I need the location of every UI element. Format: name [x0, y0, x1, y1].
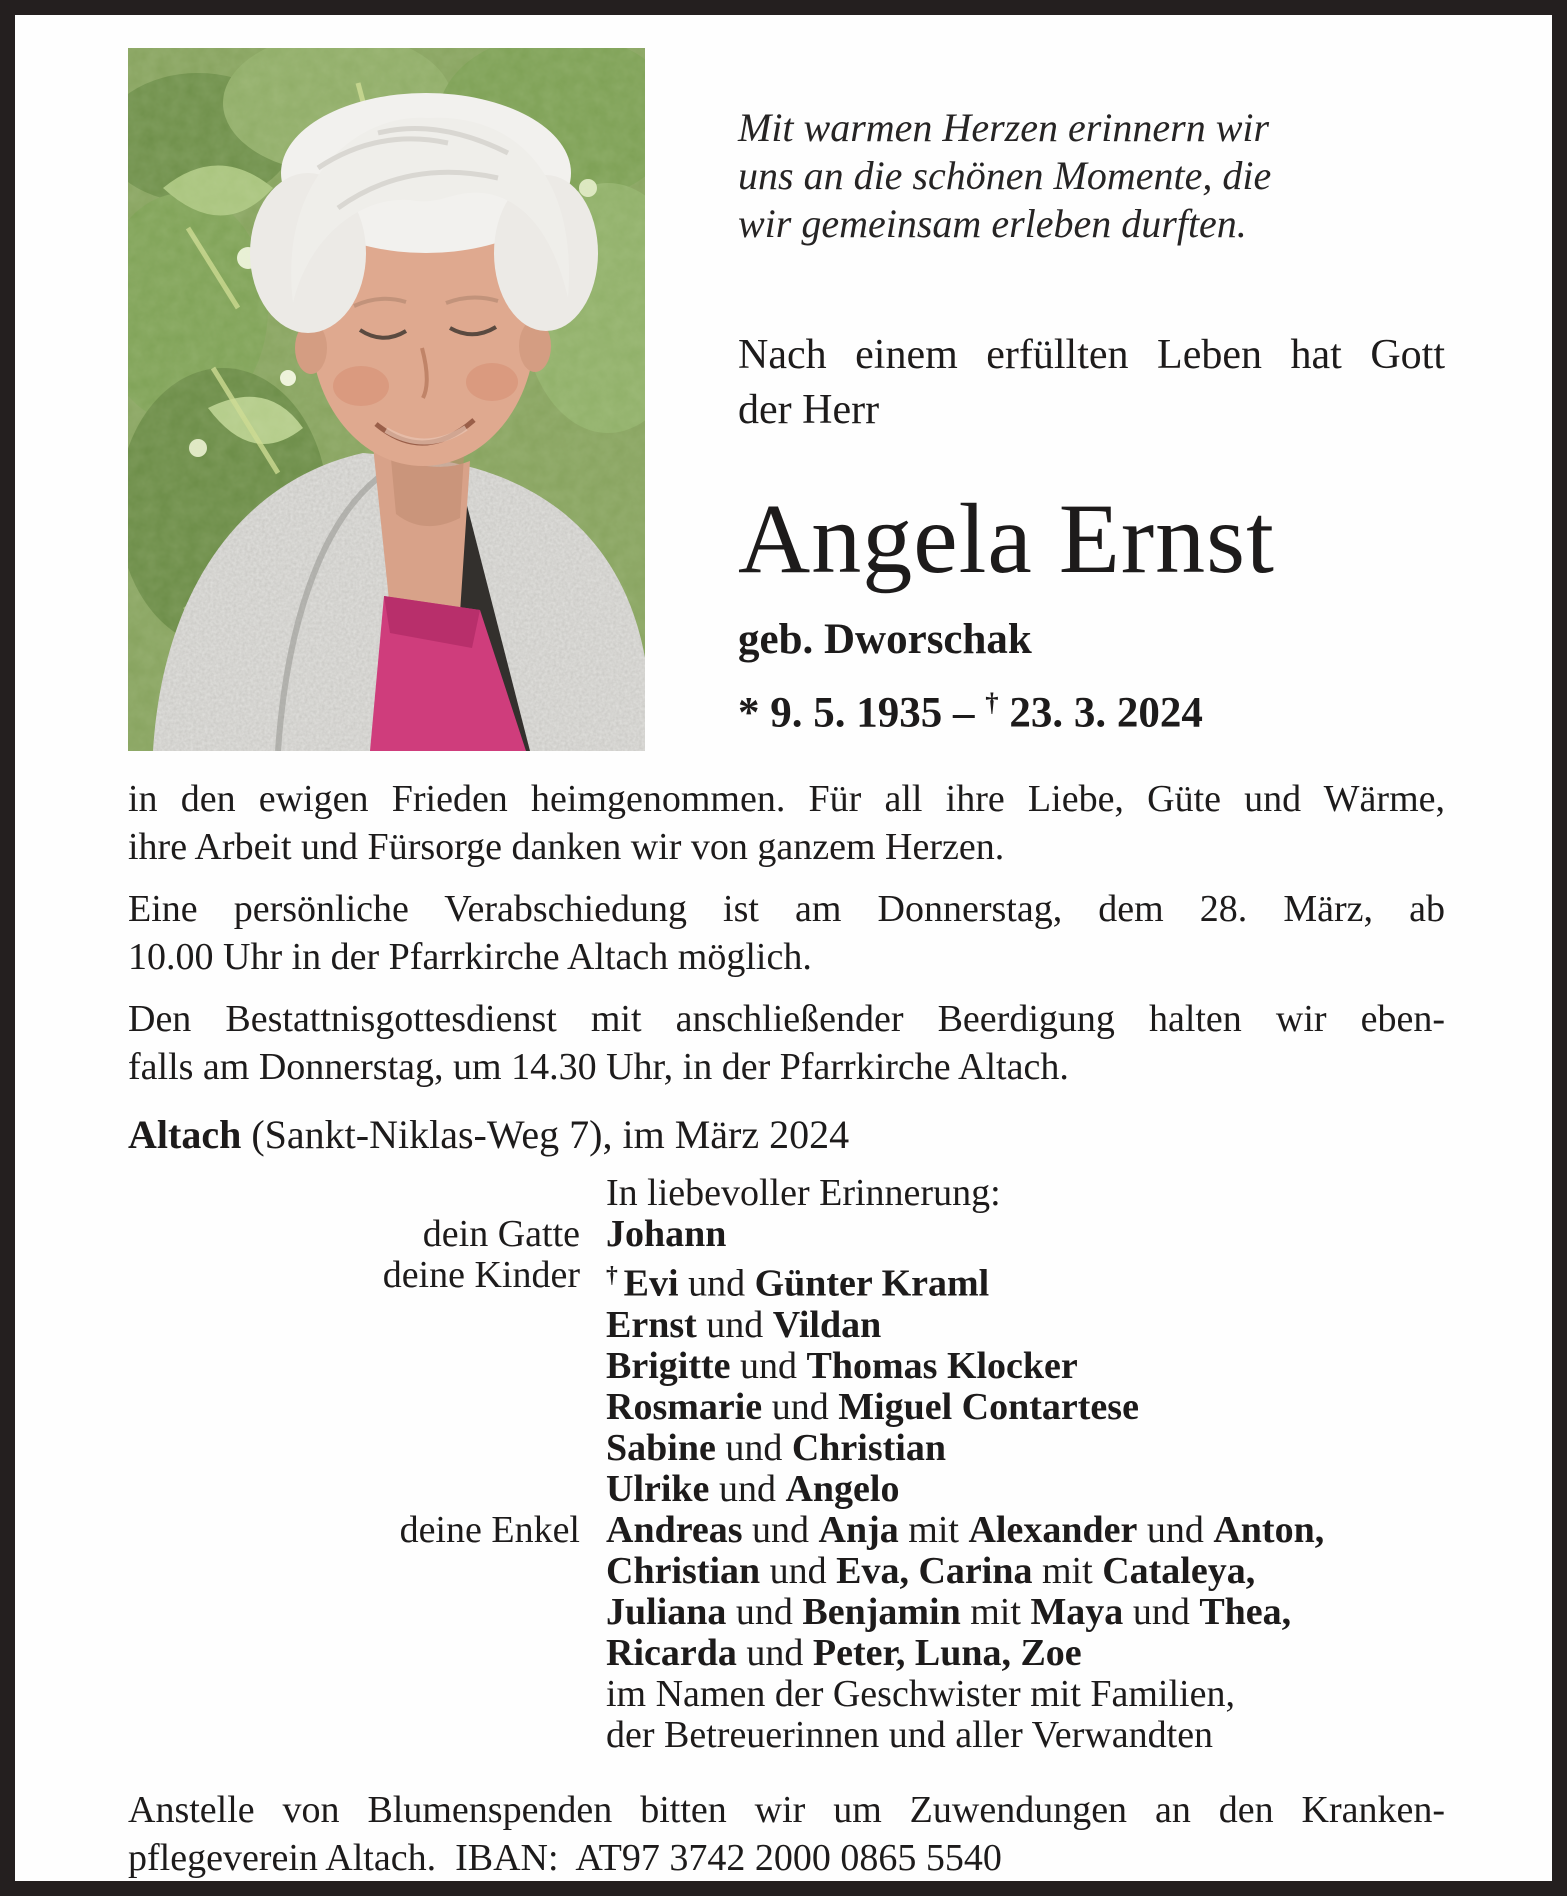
family-row: [128, 1305, 1445, 1346]
body-line: 10.00 Uhr in der Pfarrkirche Altach möglich.: [128, 936, 812, 978]
donation-note: [128, 1786, 1445, 1882]
deceased-name: Angela Ernst: [738, 483, 1275, 594]
family-row: [128, 1715, 1445, 1756]
body-line: Den Bestattnisgottesdienst mit anschließender Beerdigung halten wir eben-: [128, 998, 1445, 1040]
text-segment: Maya: [1030, 1590, 1124, 1633]
text-segment: und: [715, 1426, 792, 1469]
text-segment: und: [760, 1549, 837, 1592]
family-role-label: [128, 1715, 606, 1756]
family-role-label: [128, 1633, 606, 1674]
family-names: [606, 1551, 1445, 1592]
family-role-label: deine Enkel: [399, 1508, 580, 1551]
intro-line: Nach einem erfüllten Leben hat Gott: [738, 332, 1445, 378]
family-row: [128, 1346, 1445, 1387]
family-names: [606, 1428, 1445, 1469]
body-line: falls am Donnerstag, um 14.30 Uhr, in der Pfarrkirche Altach.: [128, 1046, 1069, 1088]
text-segment: mit: [898, 1508, 969, 1551]
text-segment: Ulrike: [606, 1467, 710, 1510]
family-names: [606, 1469, 1445, 1510]
family-role-label: [128, 1469, 606, 1510]
family-role-label: [128, 1674, 606, 1715]
family-names: [606, 1255, 1445, 1305]
text-segment: Peter, Luna, Zoe: [812, 1631, 1082, 1674]
text-segment: Christian: [791, 1426, 946, 1469]
paragraph-thanks: [128, 775, 1445, 871]
text-segment: und: [730, 1344, 807, 1387]
place-name: Altach: [128, 1112, 242, 1157]
text-segment: Ricarda: [606, 1631, 737, 1674]
text-segment: Thea,: [1199, 1590, 1292, 1633]
body-line: Eine persönliche Verabschiedung ist am Donnerstag, dem 28. März, ab: [128, 888, 1445, 930]
text-segment: Anja: [818, 1508, 899, 1551]
body-line: ihre Arbeit und Fürsorge danken wir von ganzem Herzen.: [128, 826, 1005, 868]
text-segment: mit: [1032, 1549, 1103, 1592]
header-text-column: [738, 48, 1445, 737]
quote-line: wir gemeinsam erleben durften.: [738, 201, 1247, 246]
dateline: [128, 1111, 1445, 1159]
family-names: [606, 1387, 1445, 1428]
family-role-label: [128, 1305, 606, 1346]
text-segment: Rosmarie: [606, 1385, 763, 1428]
family-row: [128, 1173, 1445, 1214]
quote-line: Mit warmen Herzen erinnern wir: [738, 105, 1270, 150]
text-segment: Anton,: [1213, 1508, 1325, 1551]
dateline-rest: (Sankt-Niklas-Weg 7), im März 2024: [241, 1112, 850, 1157]
family-names: [606, 1715, 1445, 1756]
family-list: [128, 1173, 1445, 1756]
family-names: [606, 1214, 1445, 1255]
text-segment: und: [709, 1467, 786, 1510]
family-row: [128, 1469, 1445, 1510]
family-row: [128, 1592, 1445, 1633]
memorial-quote: [738, 104, 1445, 248]
family-row: [128, 1214, 1445, 1255]
text-segment: Miguel Contartese: [838, 1385, 1139, 1428]
text-segment: und: [1123, 1590, 1200, 1633]
text-segment: In liebevoller Erinnerung:: [606, 1172, 1001, 1214]
family-names: [606, 1674, 1445, 1715]
text-segment: Andreas: [606, 1508, 743, 1551]
family-names: [606, 1173, 1445, 1214]
family-row: [128, 1428, 1445, 1469]
text-segment: mit: [960, 1590, 1031, 1633]
intro-text: [738, 328, 1445, 438]
text-segment: Sabine: [606, 1426, 716, 1469]
family-row: [128, 1387, 1445, 1428]
text-segment: und: [742, 1508, 819, 1551]
text-segment: Angelo: [785, 1467, 900, 1510]
family-names: [606, 1510, 1445, 1551]
text-segment: und: [736, 1631, 813, 1674]
text-segment: und: [696, 1303, 773, 1346]
text-segment: †: [985, 687, 999, 717]
family-role-label: deine Kinder: [382, 1254, 580, 1296]
portrait-illustration: [128, 48, 645, 751]
text-segment: Evi: [623, 1262, 679, 1305]
text-segment: Günter Kraml: [754, 1262, 990, 1305]
family-row: [128, 1633, 1445, 1674]
family-names: [606, 1346, 1445, 1387]
family-names: [606, 1633, 1445, 1674]
text-segment: Eva, Carina: [836, 1549, 1033, 1592]
text-segment: im Namen der Geschwister mit Familien,: [606, 1672, 1235, 1715]
family-role-label: dein Gatte: [422, 1213, 580, 1255]
paragraph-funeral-service: [128, 995, 1445, 1091]
text-segment: Christian: [606, 1549, 761, 1592]
text-segment: und: [762, 1385, 839, 1428]
text-segment: Benjamin: [802, 1590, 961, 1633]
text-segment: Brigitte: [606, 1344, 731, 1387]
family-names: [606, 1592, 1445, 1633]
family-role-label: [128, 1387, 606, 1428]
text-segment: 9. 5. 1935: [770, 689, 943, 737]
family-row: [128, 1255, 1445, 1305]
text-segment: Vildan: [772, 1303, 882, 1346]
intro-line: der Herr: [738, 387, 880, 433]
text-segment: *: [738, 689, 771, 737]
text-segment: der Betreuerinnen und aller Verwandten: [606, 1713, 1214, 1756]
footer-line: Anstelle von Blumenspenden bitten wir um Zuwendungen an den Kranken-: [128, 1788, 1445, 1831]
family-role-label: [128, 1173, 606, 1214]
text-segment: –: [942, 689, 986, 737]
text-segment: und: [678, 1262, 755, 1305]
text-segment: Alexander: [968, 1508, 1138, 1551]
footer-line: pflegeverein Altach. IBAN: AT97 3742 2000 0865 5540: [128, 1836, 1002, 1879]
text-segment: Johann: [606, 1213, 727, 1255]
text-segment: †: [606, 1262, 624, 1288]
text-segment: und: [1137, 1508, 1214, 1551]
family-role-label: [128, 1592, 606, 1633]
family-row: [128, 1510, 1445, 1551]
maiden-name: geb. Dworschak: [738, 616, 1032, 663]
family-row: [128, 1674, 1445, 1715]
quote-line: uns an die schönen Momente, die: [738, 153, 1272, 198]
body-line: in den ewigen Frieden heimgenommen. Für all ihre Liebe, Güte und Wärme,: [128, 778, 1445, 820]
family-row: [128, 1551, 1445, 1592]
paragraph-farewell: [128, 885, 1445, 981]
text-segment: Juliana: [606, 1590, 727, 1633]
portrait-photo: [128, 48, 645, 751]
life-dates: [738, 678, 1445, 737]
text-segment: 23. 3. 2024: [998, 689, 1203, 737]
family-role-label: [128, 1551, 606, 1592]
text-segment: und: [726, 1590, 803, 1633]
text-segment: Ernst: [606, 1303, 697, 1346]
top-section: [128, 48, 1445, 751]
family-role-label: [128, 1346, 606, 1387]
text-segment: Cataleya,: [1102, 1549, 1256, 1592]
family-role-label: [128, 1428, 606, 1469]
text-segment: Thomas Klocker: [806, 1344, 1078, 1387]
family-names: [606, 1305, 1445, 1346]
